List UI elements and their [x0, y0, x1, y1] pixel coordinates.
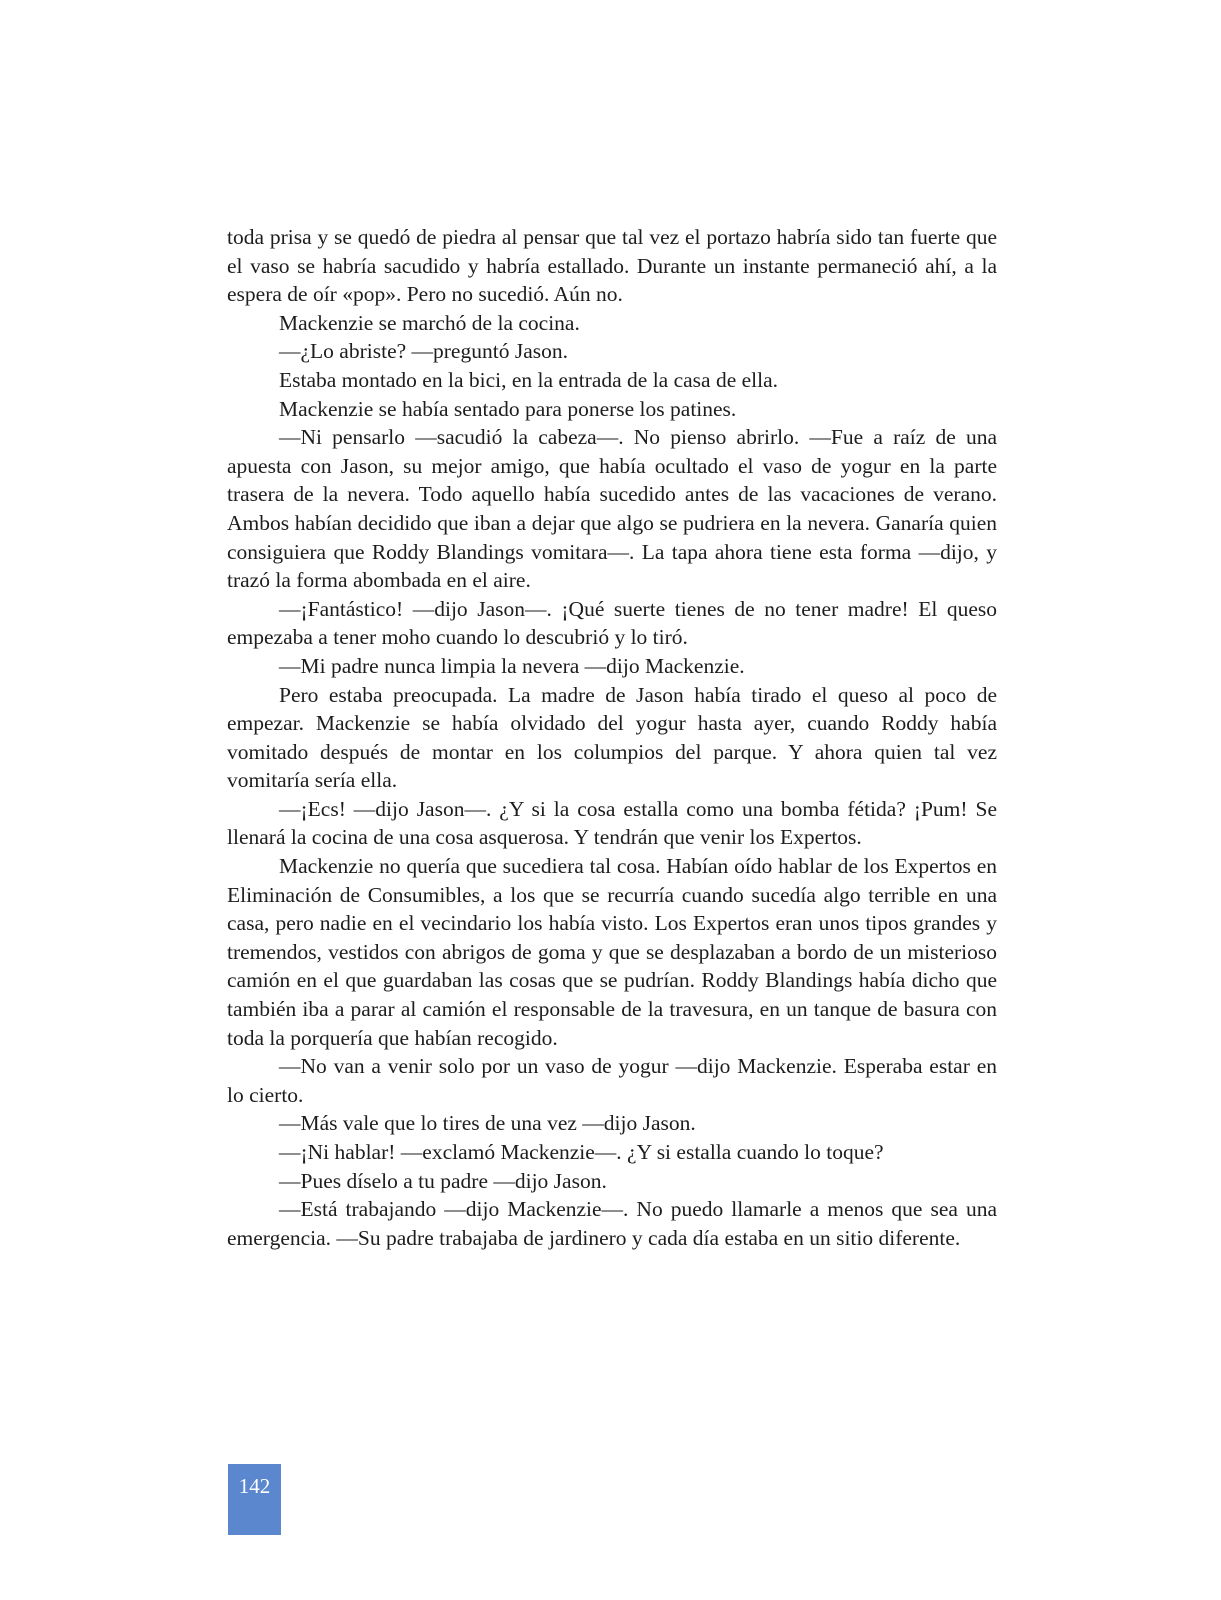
paragraph: Mackenzie se marchó de la cocina. — [279, 310, 580, 335]
paragraph: —No van a venir solo por un vaso de yogur —dijo Mackenzie. Esperaba estar en lo cierto. — [227, 1054, 997, 1107]
paragraph: —¡Ni hablar! —exclamó Mackenzie—. ¿Y si estalla cuando lo toque? — [279, 1140, 884, 1164]
paragraph: toda prisa y se quedó de piedra al pensar que tal vez el portazo habría sido tan fuerte que el vaso se habría sacudido y habría estallado. Durante un instante permaneció ahí, a la espera de oír «pop». Pero no sucedió. Aún no. — [227, 225, 997, 307]
paragraph: —Mi padre nunca limpia la nevera —dijo Mackenzie. — [279, 653, 745, 678]
paragraph: Estaba montado en la bici, en la entrada de la casa de ella. — [279, 367, 779, 392]
paragraph: —Ni pensarlo —sacudió la cabeza—. No pienso abrirlo. —Fue a raíz de una apuesta con Jason, su mejor amigo, que había ocultado el vaso de yogur en la parte trasera de la nevera. Todo aquello había sucedido antes de las vacaciones de verano. Ambos habían decidido que iban a dejar que algo se pudriera en la nevera. Ganaría quien consiguiera que Roddy Blandings vomitara—. La tapa ahora tiene esta forma —dijo, y trazó la forma abombada en el aire. — [227, 425, 997, 593]
paragraph: —¡Ecs! —dijo Jason—. ¿Y si la cosa estalla como una bomba fétida? ¡Pum! Se llenará la cocina de una cosa asquerosa. Y tendrán que venir los Expertos. — [227, 796, 997, 850]
paragraph: Mackenzie se había sentado para ponerse los patines. — [279, 396, 737, 421]
page-number: 142 — [238, 1474, 271, 1498]
paragraph: —¿Lo abriste? —preguntó Jason. — [279, 339, 568, 364]
paragraph: Mackenzie no quería que sucediera tal cosa. Habían oído hablar de los Expertos en Eliminación de Consumibles, a los que se recurría cuando sucedía algo terrible en una casa, pero nadie en el vecindario los había visto. Los Expertos eran unos tipos grandes y tremendos, vestidos con abrigos de goma y que se desplazaban a bordo de un misterioso camión en el que guardaban las cosas que se pudrían. Roddy Blandings había dicho que también iba a parar al camión el responsable de la travesura, en un tanque de basura con toda la porquería que habían recogido. — [227, 854, 997, 1050]
paragraph: —Pues díselo a tu padre —dijo Jason. — [279, 1168, 607, 1193]
page-number-box — [228, 1464, 281, 1535]
paragraph: —Más vale que lo tires de una vez —dijo Jason. — [279, 1111, 696, 1136]
paragraph: Pero estaba preocupada. La madre de Jason había tirado el queso al poco de empezar. Mackenzie se había olvidado del yogur hasta ayer, cuando Roddy había vomitado después de montar en los columpios del parque. Y ahora quien tal vez vomitaría sería ella. — [227, 682, 997, 793]
paragraph: —¡Fantástico! —dijo Jason—. ¡Qué suerte tienes de no tener madre! El queso empezaba a tener moho cuando lo descubrió y lo tiró. — [227, 596, 997, 650]
paragraph: —Está trabajando —dijo Mackenzie—. No puedo llamarle a menos que sea una emergencia. —Su padre trabajaba de jardinero y cada día estaba en un sitio diferente. — [227, 1197, 997, 1250]
body-text — [227, 223, 997, 1252]
